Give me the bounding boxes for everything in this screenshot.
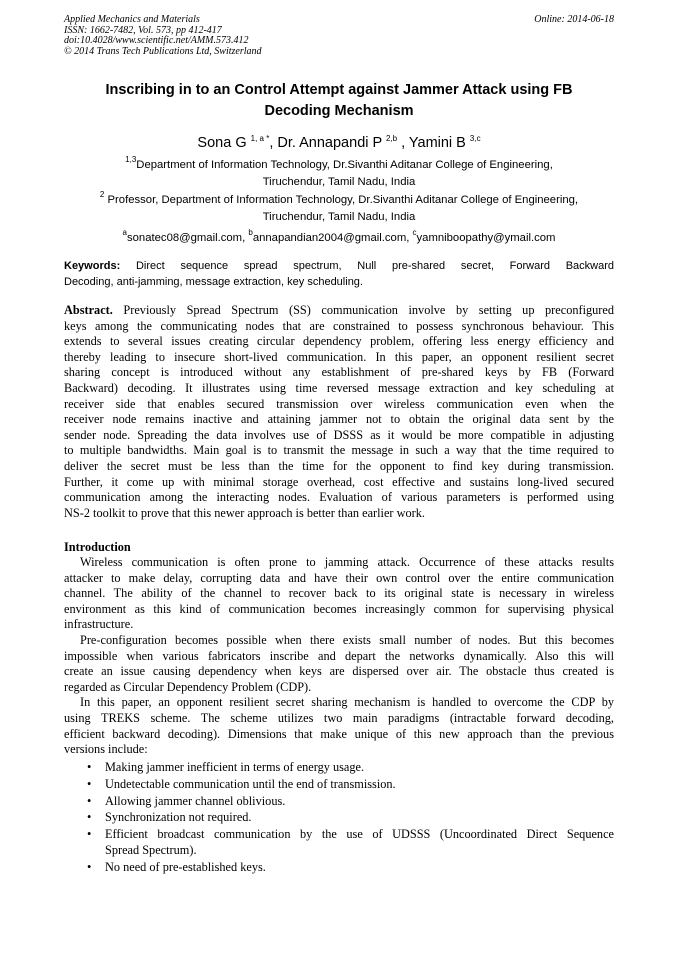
bullet-icon: • — [87, 827, 92, 842]
list-item-text: Synchronization not required. — [105, 810, 252, 825]
keywords-line-1: Direct sequence spread spectrum, Null pre-shared secret, Forward Backward — [120, 260, 614, 272]
introduction-heading: Introduction — [64, 540, 131, 554]
abstract-line: extends to several issues creating circular dependency problem, offering less energy efficiency and — [64, 334, 614, 349]
abstract-line: Previously Spread Spectrum (SS) communication involve by setting up preconfigured — [112, 303, 614, 317]
journal-header — [64, 15, 262, 57]
abstract-line: receiver side that enables secured transmission over wireless communication even when the — [64, 396, 614, 411]
bullet-icon: • — [87, 760, 92, 774]
intro-p3-line: using TREKS scheme. The scheme utilizes two main paradigms (intractable forward decoding, — [64, 710, 614, 725]
author-3: Yamini B — [408, 135, 466, 151]
author-2-sup: 2,b — [385, 134, 398, 143]
author-separator: , — [269, 135, 278, 151]
list-item-text: Efficient broadcast communication by the use of UDSSS (Uncoordinated Direct Sequence — [105, 827, 614, 842]
list-item-text-continued: Spread Spectrum). — [105, 842, 197, 857]
author-list — [64, 134, 614, 152]
abstract-line: communication among the interacting nodes. Evaluation of various parameters is performed using — [64, 490, 614, 505]
abstract-line: sender node. Spreading the data involves use of DSSS as it would be more compatible in adjusting — [64, 427, 614, 442]
affiliation-2-line-1: Professor, Department of Information Technology, Dr.Sivanthi Aditanar College of Engineering, — [104, 194, 579, 206]
journal-name: Applied Mechanics and Materials — [64, 14, 200, 25]
author-emails — [64, 230, 614, 246]
bullet-icon: • — [87, 810, 92, 825]
abstract-section — [64, 303, 614, 521]
email-a: sonatec08@gmail.com, — [127, 232, 249, 244]
keywords-section — [64, 258, 614, 290]
author-separator: , — [397, 135, 409, 151]
list-item — [64, 760, 614, 776]
email-c-sup: c — [412, 228, 417, 237]
intro-p2-line: impossible when various fabricators inscribe and depart the networks dynamically. Also this will — [64, 648, 614, 663]
abstract-line: Backward) decoding. It illustrates using time reversed message extraction and key scheduling at — [64, 380, 614, 395]
abstract-line: keys among the communicating nodes that are constrained to possess synchronous behaviour. This — [64, 318, 614, 333]
list-item — [64, 860, 614, 876]
list-item — [64, 777, 614, 793]
intro-p1-line: channel. The ability of the channel to recover back to its original state is necessary in wireless — [64, 586, 614, 601]
intro-p1-line: Wireless communication is often prone to jamming attack. Occurrence of these attacks results — [80, 555, 614, 569]
list-item — [64, 810, 614, 826]
paper-title — [64, 80, 614, 122]
journal-issn: ISSN: 1662-7482, Vol. 573, pp 412-417 — [64, 24, 222, 36]
author-1: Sona G — [197, 135, 247, 151]
affiliation-2 — [64, 192, 614, 225]
affiliation-1-sup: 1,3 — [125, 155, 137, 164]
intro-p2-line: create an issue causing dependency when keys are dispersed over air. The obstacle thus created is — [64, 664, 614, 679]
affiliation-2-sup: 2 — [99, 190, 105, 199]
intro-p1-line: infrastructure. — [64, 617, 134, 632]
abstract-line: receiver node remains inactive and attaining jammer not to obtain the original data sent by the — [64, 412, 614, 427]
abstract-line: Further, it come up with minimal storage overhead, cost effective and sustains long-lived secured — [64, 474, 614, 489]
list-item — [64, 827, 614, 858]
title-line-1: Inscribing in to an Control Attempt against Jammer Attack using FB — [105, 82, 573, 98]
bullet-icon: • — [87, 793, 92, 808]
intro-p3-line: In this paper, an opponent resilient secret sharing mechanism is handled to overcome the CDP by — [80, 695, 614, 710]
journal-copyright: © 2014 Trans Tech Publications Ltd, Switzerland — [64, 45, 262, 57]
list-item — [64, 794, 614, 810]
abstract-line: to multiple bandwidths. Main goal is to transmit the message in such a way that the time required to — [64, 443, 614, 458]
email-c: yamniboopathy@ymail.com — [416, 232, 556, 244]
author-3-sup: 3,c — [469, 134, 481, 143]
intro-p2-line: Pre-configuration becomes possible when there exists small number of nodes. But this becomes — [80, 632, 614, 647]
affiliation-1 — [64, 157, 614, 190]
abstract-label: Abstract. — [64, 303, 113, 317]
email-b: annapandian2004@gmail.com, — [252, 232, 413, 244]
intro-p3-line: versions include: — [64, 742, 148, 757]
introduction-body — [64, 555, 614, 758]
email-a-sup: a — [122, 228, 127, 237]
keywords-label: Keywords: — [64, 260, 121, 272]
journal-doi: doi:10.4028/www.scientific.net/AMM.573.412 — [64, 35, 249, 46]
online-date: Online: 2014-06-18 — [534, 14, 614, 25]
abstract-line: sharing concept is introduced without any establishment of pre-shared keys by FB (Forward — [64, 365, 614, 380]
abstract-line: deliver the secret must be less than the time for the opponent to find key during transmission. — [64, 458, 614, 473]
bullet-icon: • — [87, 776, 92, 791]
author-2: Dr. Annapandi P — [277, 135, 382, 151]
list-item-text: Making jammer inefficient in terms of energy usage. — [105, 760, 365, 774]
list-item-text: Undetectable communication until the end of transmission. — [105, 776, 396, 791]
bullet-icon: • — [87, 859, 92, 874]
list-item-text: Allowing jammer channel oblivious. — [105, 793, 286, 808]
intro-p1-line: attacker to make delay, corrupting data and have their own control over the entire communication — [64, 570, 614, 585]
intro-p3-line: efficient backward decoding). Dimensions that make unique of this new approach than the previous — [64, 726, 614, 741]
title-line-2: Decoding Mechanism — [264, 103, 414, 119]
abstract-line: thereby leading to insecure short-lived communication. In this paper, an opponent resilient secret — [64, 349, 614, 364]
email-b-sup: b — [248, 228, 253, 237]
keywords-line-2: Decoding, anti-jamming, message extraction, key scheduling. — [64, 276, 363, 288]
affiliation-2-line-2: Tiruchendur, Tamil Nadu, India — [262, 210, 416, 223]
list-item-text: No need of pre-established keys. — [105, 859, 266, 874]
intro-p2-line: regarded as Circular Dependency Problem (CDP). — [64, 679, 312, 694]
intro-p1-line: environment as this kind of communication becomes increasingly common for supervising physical — [64, 601, 614, 616]
affiliation-1-line-1: Department of Information Technology, Dr.Sivanthi Aditanar College of Engineering, — [136, 159, 553, 171]
abstract-line: NS-2 toolkit to prove that this newer approach is better than earlier work. — [64, 505, 425, 520]
affiliation-1-line-2: Tiruchendur, Tamil Nadu, India — [262, 175, 416, 188]
feature-list — [64, 760, 614, 876]
author-1-sup: 1, a * — [250, 134, 270, 143]
